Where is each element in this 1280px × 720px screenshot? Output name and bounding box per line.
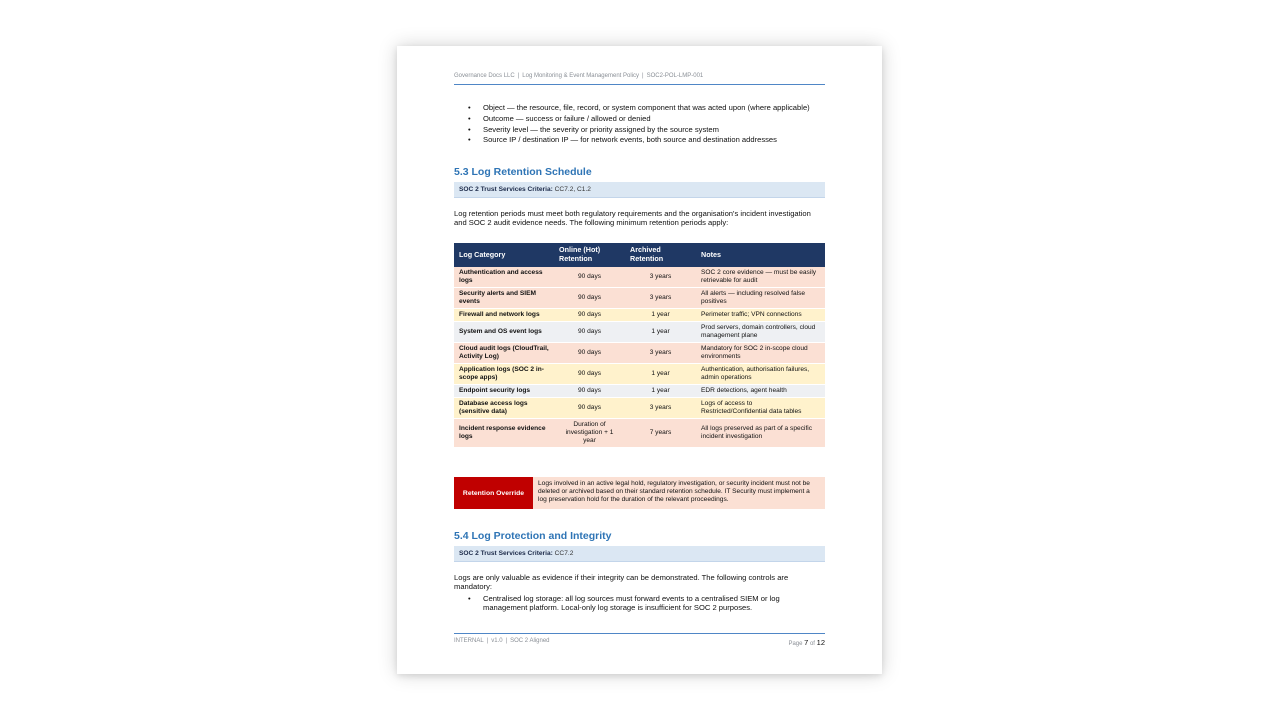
col-header-archived: Archived Retention [625, 243, 696, 267]
bullet-item: • Centralised log storage: all log sources must forward events to a centralised SIEM or log management platform. Local-only log storage is insufficient for SOC 2 purposes. [454, 594, 825, 613]
retention-table [454, 243, 825, 448]
top-bullet-list [454, 103, 825, 146]
col-header-notes: Notes [696, 243, 825, 267]
section-heading-5-4: 5.4 Log Protection and Integrity [454, 530, 612, 542]
running-header: Governance Docs LLC | Log Monitoring & Event Management Policy | SOC2-POL-LMP-001 [454, 73, 704, 79]
cell-category: Authentication and access logs [454, 267, 554, 288]
running-footer [454, 638, 825, 647]
retention-override-callout [454, 477, 825, 509]
cell-archived-retention: 3 years [625, 398, 696, 419]
bullet-item: • Object — the resource, file, record, or system component that was acted upon (where applicable) [454, 103, 825, 114]
cell-notes: Mandatory for SOC 2 in-scope cloud environments [696, 343, 825, 364]
criteria-bar-5-4 [454, 546, 825, 562]
cell-archived-retention: 3 years [625, 288, 696, 309]
cell-archived-retention: 1 year [625, 309, 696, 322]
bullet-item: • Severity level — the severity or priority assigned by the source system [454, 125, 825, 136]
cell-category: Cloud audit logs (CloudTrail, Activity Log) [454, 343, 554, 364]
header-rule [454, 84, 825, 85]
cell-notes: Authentication, authorisation failures, admin operations [696, 364, 825, 385]
table-row [454, 267, 825, 288]
page-current: 7 [804, 638, 809, 647]
section-intro-5-3: Log retention periods must meet both regulatory requirements and the organisation's incident investigation and SOC 2 audit evidence needs. The following minimum retention periods apply: [454, 209, 811, 228]
cell-notes: EDR detections, agent health [696, 385, 825, 398]
cell-archived-retention: 1 year [625, 385, 696, 398]
cell-online-retention: 90 days [554, 288, 625, 309]
table-row [454, 364, 825, 385]
col-header-online: Online (Hot) Retention [554, 243, 625, 267]
section-5-4-bullet-list [454, 594, 825, 613]
table-row [454, 343, 825, 364]
cell-online-retention: 90 days [554, 267, 625, 288]
footer-version: v1.0 [491, 638, 503, 644]
cell-notes: Perimeter traffic; VPN connections [696, 309, 825, 322]
table-row [454, 385, 825, 398]
cell-notes: All logs preserved as part of a specific incident investigation [696, 419, 825, 448]
page-total: 12 [816, 638, 825, 647]
cell-notes: Logs of access to Restricted/Confidential data tables [696, 398, 825, 419]
header-doc-title: Log Monitoring & Event Management Policy [522, 73, 639, 79]
table-row [454, 398, 825, 419]
cell-category: Endpoint security logs [454, 385, 554, 398]
table-row [454, 288, 825, 309]
cell-online-retention: 90 days [554, 364, 625, 385]
bullet-item: • Source IP / destination IP — for network events, both source and destination addresses [454, 135, 825, 146]
cell-online-retention: 90 days [554, 385, 625, 398]
bullet-item: • Outcome — success or failure / allowed or denied [454, 114, 825, 125]
cell-category: Security alerts and SIEM events [454, 288, 554, 309]
footer-left: INTERNAL | v1.0 | SOC 2 Aligned [454, 638, 550, 644]
footer-classification: INTERNAL [454, 638, 484, 644]
header-org: Governance Docs LLC [454, 73, 515, 79]
cell-archived-retention: 3 years [625, 343, 696, 364]
cell-online-retention: 90 days [554, 343, 625, 364]
override-label: Retention Override [454, 477, 533, 509]
document-page [397, 46, 882, 674]
cell-online-retention: 90 days [554, 309, 625, 322]
cell-archived-retention: 7 years [625, 419, 696, 448]
col-header-category: Log Category [454, 243, 554, 267]
criteria-label: SOC 2 Trust Services Criteria: [459, 550, 553, 557]
criteria-bar-5-3 [454, 182, 825, 198]
cell-notes: Prod servers, domain controllers, cloud management plane [696, 322, 825, 343]
cell-archived-retention: 1 year [625, 322, 696, 343]
cell-category: Incident response evidence logs [454, 419, 554, 448]
cell-online-retention: 90 days [554, 322, 625, 343]
table-header-row [454, 243, 825, 267]
cell-archived-retention: 1 year [625, 364, 696, 385]
cell-category: Application logs (SOC 2 in-scope apps) [454, 364, 554, 385]
cell-notes: All alerts — including resolved false positives [696, 288, 825, 309]
cell-category: Database access logs (sensitive data) [454, 398, 554, 419]
criteria-value: CC7.2 [554, 550, 574, 557]
table-row [454, 419, 825, 448]
cell-online-retention: 90 days [554, 398, 625, 419]
cell-online-retention: Duration of investigation + 1 year [554, 419, 625, 448]
header-doc-id: SOC2-POL-LMP-001 [646, 73, 704, 79]
page-number [788, 638, 825, 647]
criteria-value: CC7.2, C1.2 [554, 186, 591, 193]
page-word: Page [788, 641, 803, 647]
of-word: of [809, 641, 815, 647]
footer-rule [454, 633, 825, 634]
cell-category: Firewall and network logs [454, 309, 554, 322]
section-heading-5-3: 5.3 Log Retention Schedule [454, 166, 592, 178]
cell-archived-retention: 3 years [625, 267, 696, 288]
cell-notes: SOC 2 core evidence — must be easily retrievable for audit [696, 267, 825, 288]
table-row [454, 309, 825, 322]
criteria-label: SOC 2 Trust Services Criteria: [459, 186, 553, 193]
override-text: Logs involved in an active legal hold, regulatory investigation, or security incident must not be deleted or archived based on their standard retention schedule. IT Security must implement a log preservation hold for the duration of the relevant proceedings. [538, 480, 810, 504]
footer-alignment: SOC 2 Aligned [510, 638, 550, 644]
cell-category: System and OS event logs [454, 322, 554, 343]
section-intro-5-4: Logs are only valuable as evidence if their integrity can be demonstrated. The following controls are mandatory: [454, 573, 789, 592]
table-row [454, 322, 825, 343]
